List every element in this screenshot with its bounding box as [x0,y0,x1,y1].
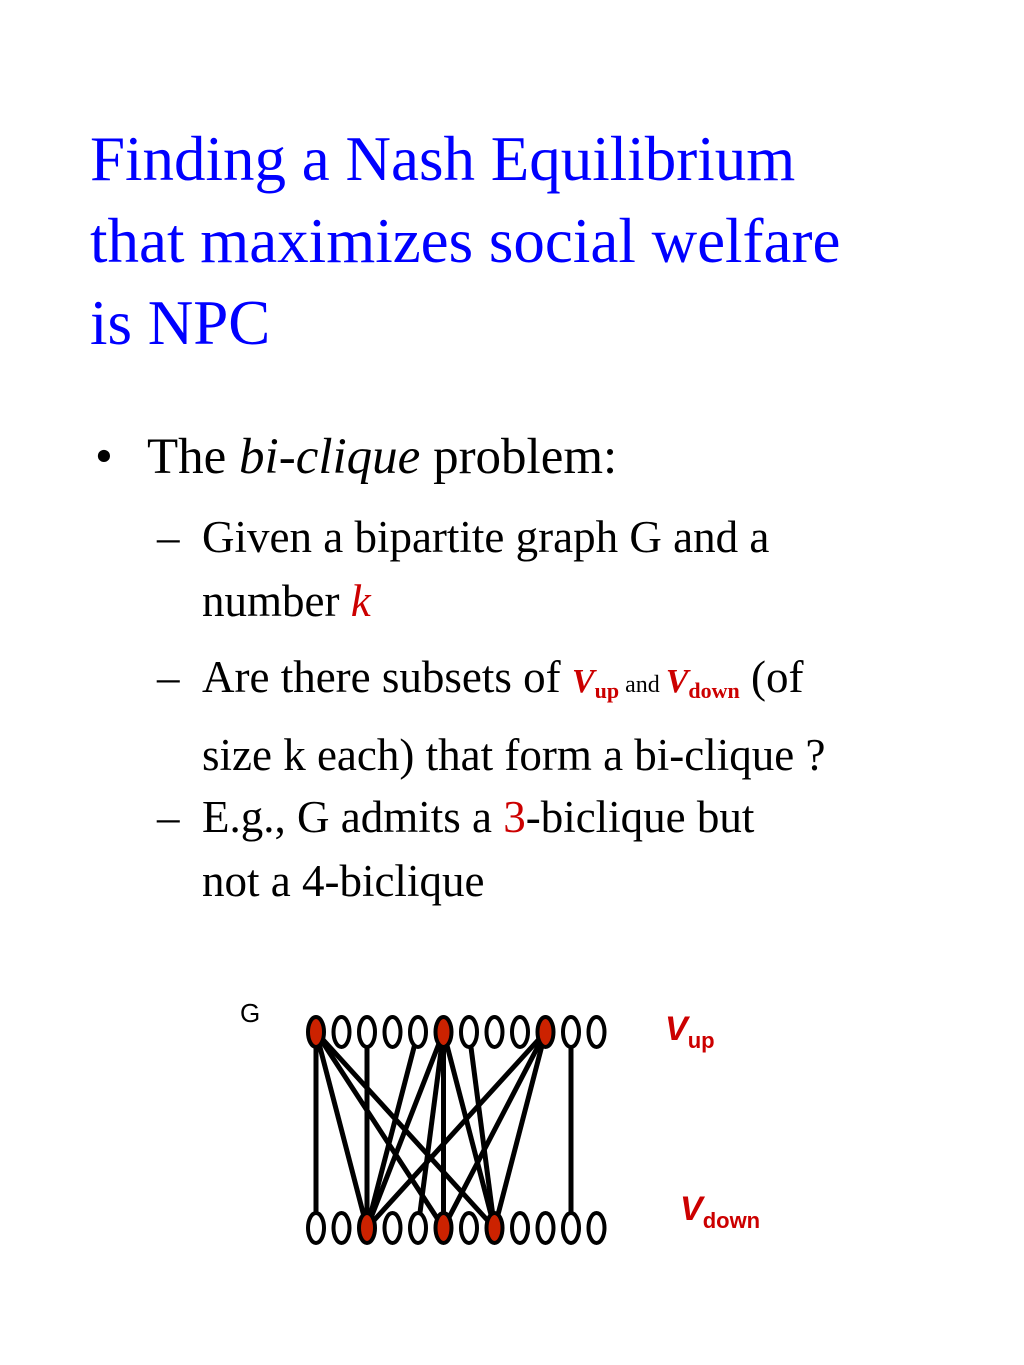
top-node [334,1017,350,1047]
bottom-node [334,1213,350,1243]
v-up-var: V [571,663,595,700]
bottom-node-highlighted [359,1213,375,1243]
bottom-node-highlighted [487,1213,503,1243]
bottom-node [563,1213,579,1243]
bullet-marker: • [95,429,113,485]
v-down-sub: down [688,678,740,703]
title-line-3: is NPC [90,288,271,358]
bottom-node [308,1213,324,1243]
bullet-emphasis: bi-clique [239,429,421,485]
top-node-highlighted [308,1017,324,1047]
graph-name-label: G [240,998,261,1028]
bottom-node [461,1213,477,1243]
subitem-1-line-1: Given a bipartite graph G and a [202,512,770,562]
bottom-node [410,1213,426,1243]
v-down-label-sub: down [702,1208,761,1233]
top-node [487,1017,503,1047]
bullet-prefix: The [147,429,240,485]
title-line-2: that maximizes social welfare [90,206,841,276]
v-up-label-sub: up [687,1028,715,1053]
bottom-node [538,1213,554,1243]
variable-k: k [350,576,371,626]
top-node [461,1017,477,1047]
bottom-node [589,1213,605,1243]
title-line-1: Finding a Nash Equilibrium [90,124,796,194]
subitem-3-line-2: not a 4-biclique [202,856,485,906]
and-word: and [619,672,666,698]
v-down-var: V [665,663,689,700]
bottom-node [385,1213,401,1243]
top-node [512,1017,528,1047]
bottom-node-highlighted [436,1213,452,1243]
number-3: 3 [503,792,526,842]
top-node-highlighted [436,1017,452,1047]
subitem-2-prefix: Are there subsets of [202,652,572,702]
subitem-3-suffix: -biclique but [525,792,755,842]
top-node-highlighted [538,1017,554,1047]
subitem-1-line-2: number [202,576,351,626]
subitem-2-suffix: (of [739,652,804,702]
top-node [385,1017,401,1047]
subitem-2-line-2: size k each) that form a bi-clique ? [202,730,826,780]
dash-marker: – [157,512,180,562]
v-down-label-v: V [680,1190,703,1228]
bullet-suffix: problem: [420,429,618,485]
top-node [359,1017,375,1047]
subitem-3-prefix: E.g., G admits a [202,792,504,842]
top-node [589,1017,605,1047]
dash-marker: – [157,652,180,702]
bottom-node [512,1213,528,1243]
top-node [410,1017,426,1047]
v-up-label-v: V [665,1010,688,1048]
dash-marker: – [157,792,180,842]
top-node [563,1017,579,1047]
graph-edge [469,1032,495,1228]
v-up-sub: up [594,678,620,703]
